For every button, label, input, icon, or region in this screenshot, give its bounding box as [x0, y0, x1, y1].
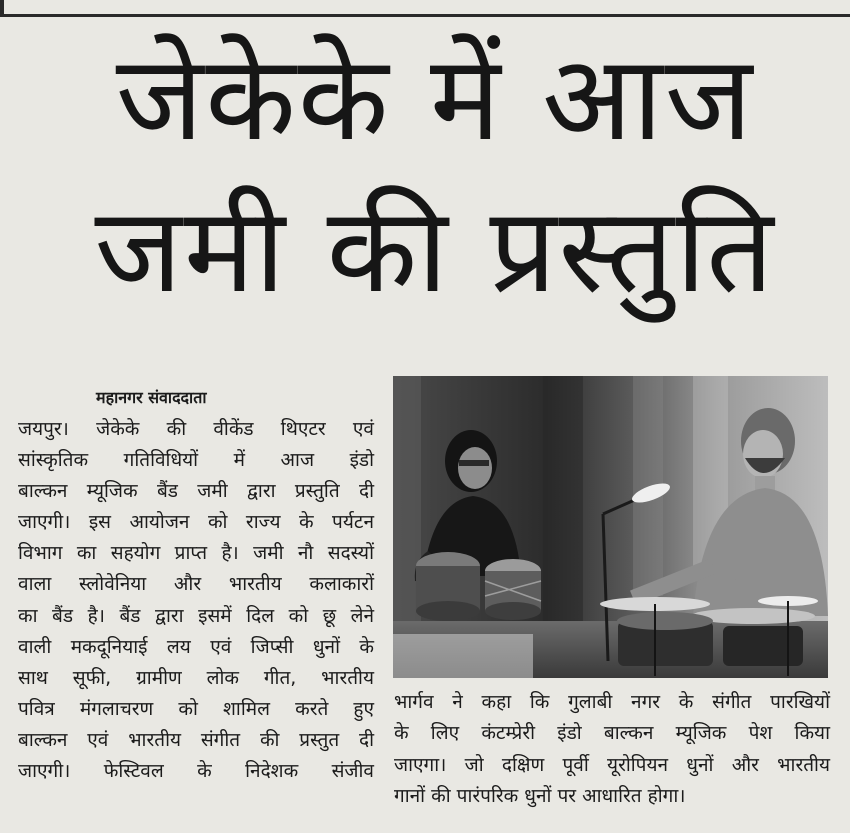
- body-line: वाला स्लोवेनिया और भारतीय कलाकारों: [18, 573, 374, 596]
- body-line: के लिए कंटम्प्रेरी इंडो बाल्कन म्यूजिक पेश किया: [394, 722, 830, 745]
- article-body-right-column: [394, 687, 830, 813]
- band-performance-photo: [393, 376, 828, 678]
- top-border-rule: [0, 0, 850, 17]
- body-line: वाली मकदूनियाई लय एवं जिप्सी धुनों के: [18, 635, 374, 658]
- body-line: गानों की पारंपरिक धुनों पर आधारित होगा।: [394, 785, 686, 808]
- body-line: साथ सूफी, ग्रामीण लोक गीत, भारतीय: [18, 666, 374, 689]
- body-line: जाएगा। जो दक्षिण पूर्वी यूरोपियन धुनों और भारतीय: [394, 753, 830, 776]
- body-line: का बैंड है। बैंड द्वारा इसमें दिल को छू लेने: [18, 604, 374, 627]
- body-line: जाएगी। इस आयोजन को राज्य के पर्यटन: [18, 511, 374, 534]
- body-line: जाएगी। फेस्टिवल के निदेशक संजीव: [18, 760, 374, 783]
- body-line: जयपुर। जेकेके की वीकेंड थिएटर एवं: [18, 418, 374, 440]
- headline-line-1: जेकेके में आज: [115, 29, 755, 167]
- body-line: बाल्कन म्यूजिक बैंड जमी द्वारा प्रस्तुति दी: [18, 480, 374, 503]
- headline: [40, 22, 830, 326]
- corner-rule: [0, 0, 4, 16]
- photo-illustration: [393, 376, 828, 678]
- body-line: सांस्कृतिक गतिविधियों में आज इंडो: [18, 449, 374, 472]
- article-body-left-column: [18, 414, 374, 787]
- body-line: पवित्र मंगलाचरण को शामिल करते हुए: [18, 697, 374, 720]
- byline: महानगर संवाददाता: [96, 388, 207, 407]
- body-line: विभाग का सहयोग प्राप्त है। जमी नौ सदस्यों: [18, 542, 374, 565]
- body-line: भार्गव ने कहा कि गुलाबी नगर के संगीत पारखियों: [394, 691, 830, 713]
- body-line: बाल्कन एवं भारतीय संगीत की प्रस्तुत दी: [18, 728, 374, 751]
- headline-line-2: जमी की प्रस्तुति: [94, 181, 776, 319]
